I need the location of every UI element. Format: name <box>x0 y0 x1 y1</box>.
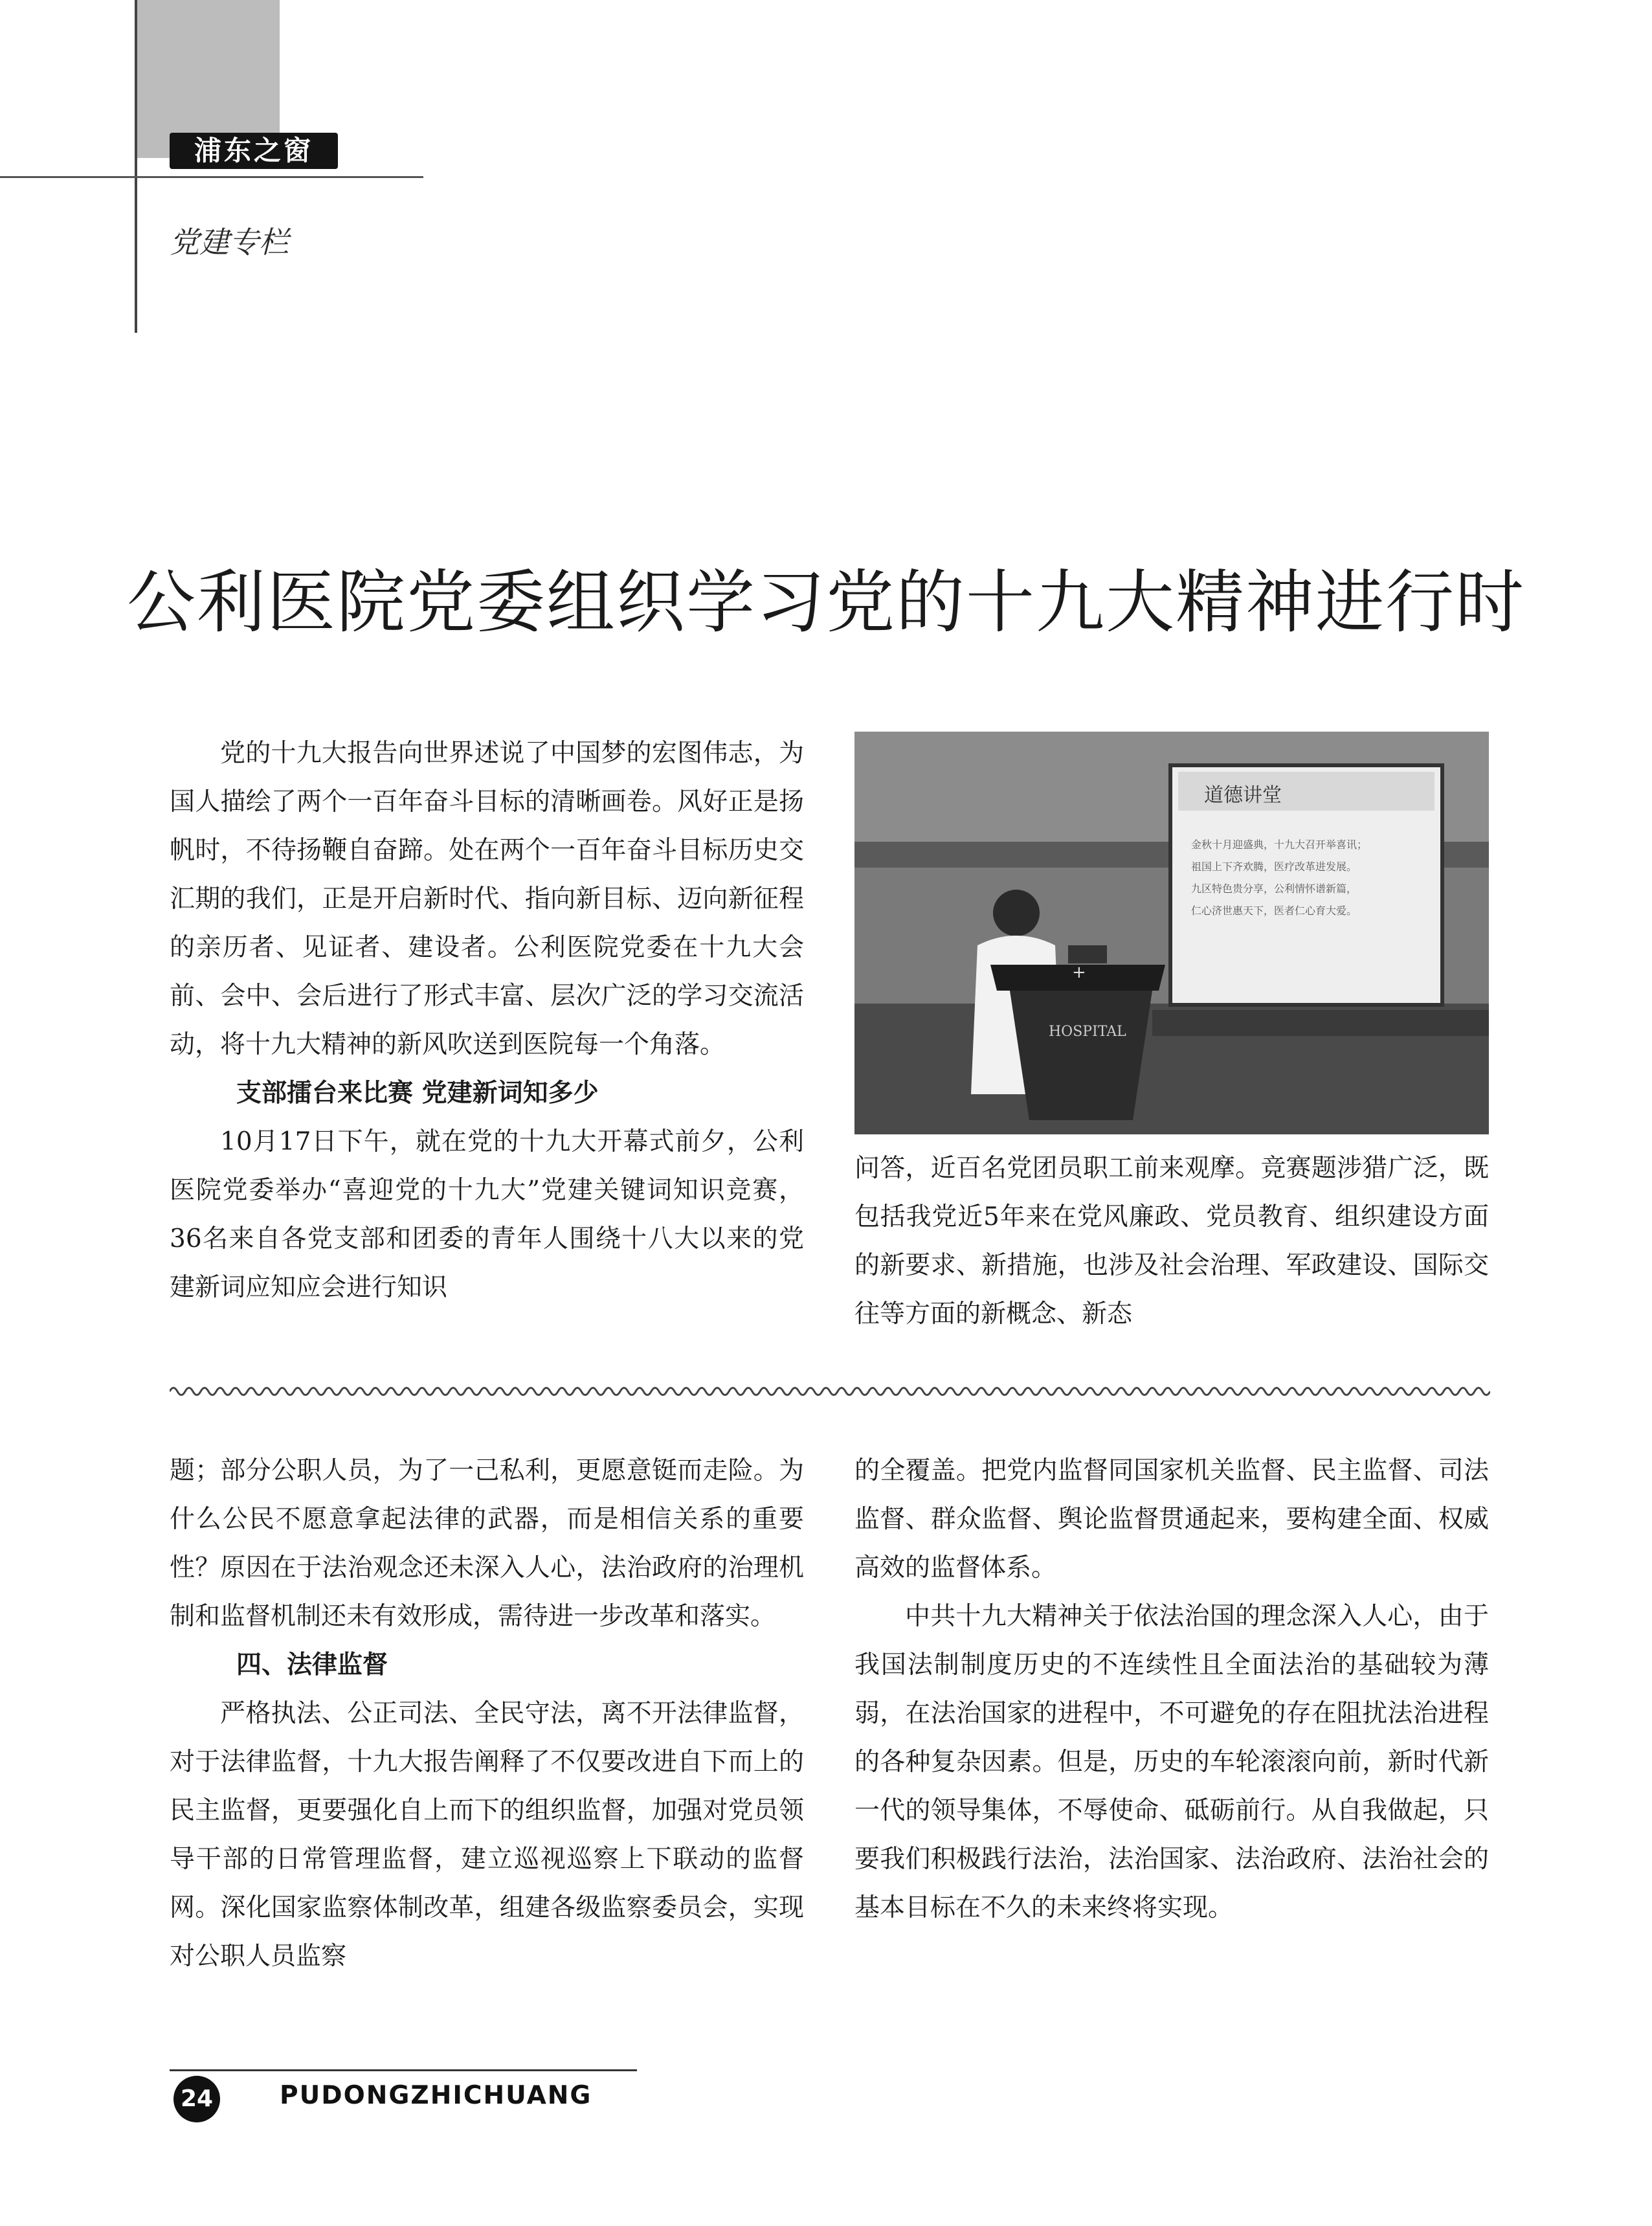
header-horizontal-rule <box>0 176 423 178</box>
upper-right-column <box>854 1144 1489 1338</box>
lower-left-paragraph-2: 严格执法、公正司法、全民守法，离不开法律监督，对于法律监督，十九大报告阐释了不仅要改进自下而上的民主监督，更要强化自上而下的组织监督，加强对党员领导干部的日常管理监督，建立巡视巡察上下联动的监督网。深化国家监察体制改革，组建各级监察委员会，实现对公职人员监察 <box>170 1699 804 1971</box>
upper-left-column <box>170 729 804 1312</box>
lower-left-paragraph-1: 题；部分公职人员，为了一己私利，更愿意铤而走险。为什么公民不愿意拿起法律的武器，而是相信关系的重要性？原因在于法治观念还未深入人心，法治政府的治理机制和监督机制还未有效形成，需待进一步改革和落实。 <box>170 1456 804 1631</box>
slide-line-1: 金秋十月迎盛典，十九大召开举喜讯； <box>1191 838 1368 851</box>
lower-left-column <box>170 1446 804 1981</box>
slide-line-3: 九区特色贵分享，公利情怀谱新篇， <box>1191 883 1357 895</box>
subheading: 支部擂台来比赛 党建新词知多少 <box>236 1079 599 1108</box>
competition-paragraph-continued: 问答，近百名党团员职工前来观摩。竞赛题涉猎广泛，既包括我党近5年来在党风廉政、党员教育、组织建设方面的新要求、新措施，也涉及社会治理、军政建设、国际交往等方面的新概念、新态 <box>854 1154 1489 1329</box>
intro-paragraph: 党的十九大报告向世界述说了中国梦的宏图伟志，为国人描绘了两个一百年奋斗目标的清晰画卷。风好正是扬帆时，不待扬鞭自奋蹄。处在两个一百年奋斗目标历史交汇期的我们，正是开启新时代、指向新目标、迈向新征程的亲历者、见证者、建设者。公利医院党委在十九大会前、会中、会后进行了形式丰富、层次广泛的学习交流活动，将十九大精神的新风吹送到医院每一个角落。 <box>170 739 804 1059</box>
footer-rule <box>170 2069 637 2071</box>
magazine-logo: 浦东之窗 <box>170 133 338 169</box>
legal-supervision-heading: 四、法律监督 <box>236 1650 388 1680</box>
page-number: 24 <box>173 2076 220 2122</box>
magazine-name: PUDONGZHICHUANG <box>280 2081 592 2110</box>
slide-line-2: 祖国上下齐欢腾，医疗改革进发展。 <box>1191 860 1357 873</box>
wave-divider <box>170 1382 1490 1401</box>
podium-label: HOSPITAL <box>1049 1024 1126 1040</box>
competition-paragraph: 10月17日下午，就在党的十九大开幕式前夕，公利医院党委举办“喜迎党的十九大”党建关键词知识竞赛，36名来自各党支部和团委的青年人围绕十八大以来的党建新词应知应会进行知识 <box>170 1127 804 1302</box>
section-label: 党建专栏 <box>170 225 289 260</box>
lecture-photo <box>854 732 1489 1134</box>
article-title: 公利医院党委组织学习党的十九大精神进行时 <box>127 563 1525 642</box>
slide-line-4: 仁心济世惠天下，医者仁心育大爱。 <box>1191 905 1357 917</box>
slide-title: 道德讲堂 <box>1204 784 1282 807</box>
lower-right-paragraph-2: 中共十九大精神关于依法治国的理念深入人心，由于我国法制制度历史的不连续性且全面法治的基础较为薄弱，在法治国家的进程中，不可避免的存在阻扰法治进程的各种复杂因素。但是，历史的车轮滚滚向前，新时代新一代的领导集体，不辱使命、砥砺前行。从自我做起，只要我们积极践行法治，法治国家、法治政府、法治社会的基本目标在不久的未来终将实现。 <box>854 1602 1489 1922</box>
lower-right-paragraph-1: 的全覆盖。把党内监督同国家机关监督、民主监督、司法监督、群众监督、舆论监督贯通起来，要构建全面、权威高效的监督体系。 <box>854 1456 1489 1582</box>
svg-text:+: + <box>1072 963 1086 982</box>
lower-right-column <box>854 1446 1489 1932</box>
header-vertical-rule <box>135 0 137 333</box>
